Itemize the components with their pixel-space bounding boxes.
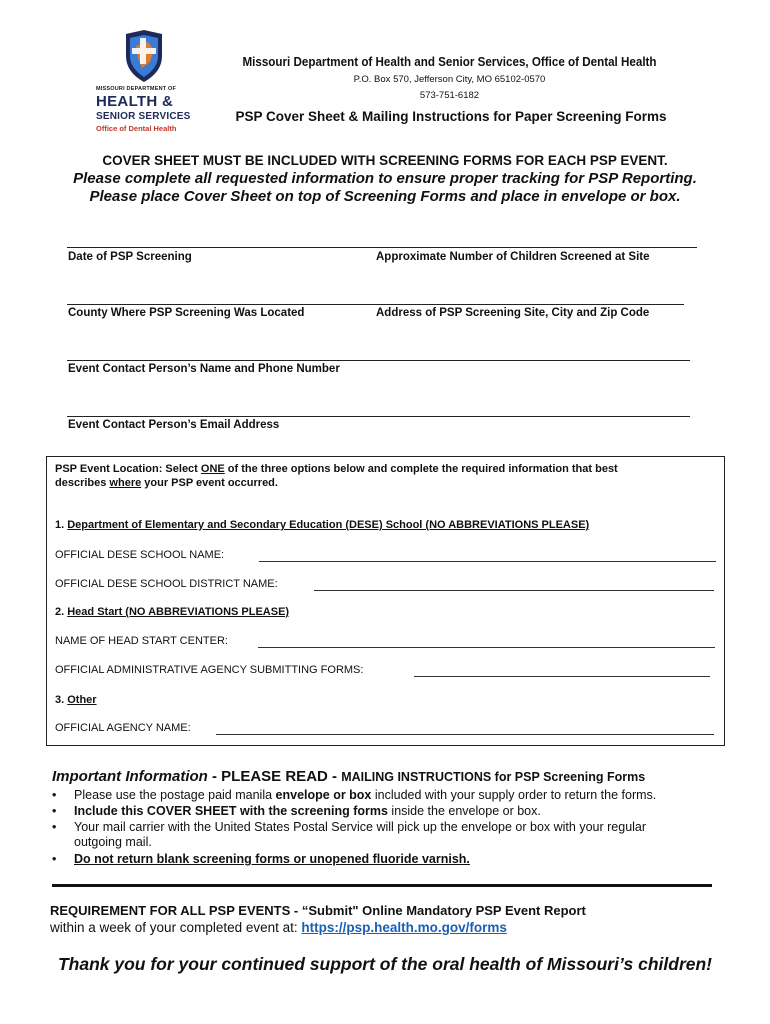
county-address-field-line[interactable] (67, 304, 684, 305)
within-text: within a week of your completed event at: (50, 920, 302, 935)
site-address-label: Address of PSP Screening Site, City and Zip Code (376, 307, 650, 319)
option-3-number: 3. (55, 694, 68, 706)
bullet-1-bold: envelope or box (275, 788, 372, 802)
admin-agency-input-line[interactable] (414, 676, 710, 677)
agency-name-label: OFFICIAL AGENCY NAME: (55, 722, 191, 734)
dhss-logo (86, 28, 202, 138)
bullet-item-1 (52, 788, 656, 802)
intro-text-d: your PSP event occurred. (141, 477, 278, 489)
bullet-1-text-b: included with your supply order to return the forms. (371, 788, 657, 802)
option-1-heading (55, 519, 589, 531)
bullet-item-4 (52, 852, 470, 866)
option-2-title: Head Start (NO ABBREVIATIONS PLEASE) (67, 606, 290, 618)
intro-text-b: of the three options below and complete the required information that best (224, 463, 618, 475)
heading-dash: - (207, 768, 222, 785)
dese-school-label: OFFICIAL DESE SCHOOL NAME: (55, 549, 225, 561)
bullet-2-bold: Include this COVER SHEET with the screening forms (74, 804, 388, 818)
bullet-item-3 (52, 820, 646, 834)
dese-school-input-line[interactable] (259, 561, 716, 562)
instruction-line-1: COVER SHEET MUST BE INCLUDED WITH SCREENING FORMS FOR EACH PSP EVENT. (102, 153, 668, 168)
option-1-title: Department of Elementary and Secondary Education (DESE) School (NO ABBREVIATIONS PLEASE) (67, 519, 590, 531)
bullet-1-text-a: Please use the postage paid manila (74, 788, 276, 802)
intro-text: PSP Event Location: Select (55, 463, 201, 475)
logo-line-small: MISSOURI DEPARTMENT OF (96, 86, 177, 92)
bullet-icon: • (52, 820, 57, 834)
option-1-number: 1. (55, 519, 68, 531)
email-label: Event Contact Person’s Email Address (68, 419, 280, 431)
date-label: Date of PSP Screening (68, 251, 192, 263)
option-3-title: Other (67, 694, 97, 706)
option-2-heading (55, 606, 289, 618)
intro-where: where (109, 477, 142, 489)
option-3-heading (55, 694, 97, 706)
bullet-3-text-a: Your mail carrier with the United States Postal Service will pick up the envelope or box with your regular (74, 820, 647, 834)
logo-line-big: HEALTH & (96, 93, 174, 110)
document-title: PSP Cover Sheet & Mailing Instructions for Paper Screening Forms (235, 109, 667, 124)
bullet-item-2 (52, 804, 541, 818)
intro-one: ONE (200, 463, 225, 475)
address-line: P.O. Box 570, Jefferson City, MO 65102-0570 (353, 74, 546, 85)
org-name: Missouri Department of Health and Senior Services, Office of Dental Health (242, 55, 657, 69)
logo-line-mid: SENIOR SERVICES (96, 111, 191, 122)
thank-you-message: Thank you for your continued support of the oral health of Missouri’s children! (57, 954, 713, 974)
logo-line-office: Office of Dental Health (96, 124, 177, 133)
location-intro-line-1 (55, 463, 618, 475)
mailing-instructions-heading: MAILING INSTRUCTIONS for PSP Screening Forms (341, 770, 646, 784)
contact-label: Event Contact Person’s Name and Phone Number (68, 363, 340, 375)
separator-line (52, 884, 712, 887)
head-start-input-line[interactable] (258, 647, 715, 648)
intro-text-c: describes (55, 477, 110, 489)
bullet-icon: • (52, 788, 57, 802)
important-heading (52, 768, 645, 785)
bullet-item-3-cont (52, 835, 152, 849)
event-location-box (46, 456, 725, 746)
bullet-4-text: Do not return blank screening forms or unopened fluoride varnish. (74, 852, 470, 866)
date-children-field-line[interactable] (67, 247, 697, 248)
psp-forms-link[interactable]: https://psp.health.mo.gov/forms (301, 920, 507, 935)
requirement-heading: REQUIREMENT FOR ALL PSP EVENTS - “Submit" Online Mandatory PSP Event Report (50, 903, 586, 918)
instruction-line-3: Please place Cover Sheet on top of Screening Forms and place in envelope or box. (89, 188, 681, 205)
dese-district-label: OFFICIAL DESE SCHOOL DISTRICT NAME: (55, 578, 278, 590)
contact-field-line[interactable] (67, 360, 690, 361)
missouri-shield-icon (86, 28, 202, 86)
bullet-icon: • (52, 804, 57, 818)
please-read: PLEASE READ (221, 768, 328, 785)
important-lead: Important Information (52, 768, 208, 785)
county-label: County Where PSP Screening Was Located (68, 307, 305, 319)
email-field-line[interactable] (67, 416, 690, 417)
head-start-label: NAME OF HEAD START CENTER: (55, 635, 228, 647)
agency-name-input-line[interactable] (216, 734, 714, 735)
requirement-text (50, 920, 507, 935)
option-2-number: 2. (55, 606, 68, 618)
phone-line: 573-751-6182 (419, 90, 480, 101)
instruction-line-2: Please complete all requested information to ensure proper tracking for PSP Reporting. (73, 170, 697, 187)
bullet-2-text: inside the envelope or box. (387, 804, 541, 818)
bullet-3-text-b: outgoing mail. (74, 835, 152, 849)
location-intro-line-2 (55, 477, 278, 489)
children-count-label: Approximate Number of Children Screened at Site (376, 251, 650, 263)
dese-district-input-line[interactable] (314, 590, 714, 591)
admin-agency-label: OFFICIAL ADMINISTRATIVE AGENCY SUBMITTING FORMS: (55, 664, 364, 676)
heading-dash-2: - (327, 768, 342, 785)
bullet-icon: • (52, 852, 57, 866)
